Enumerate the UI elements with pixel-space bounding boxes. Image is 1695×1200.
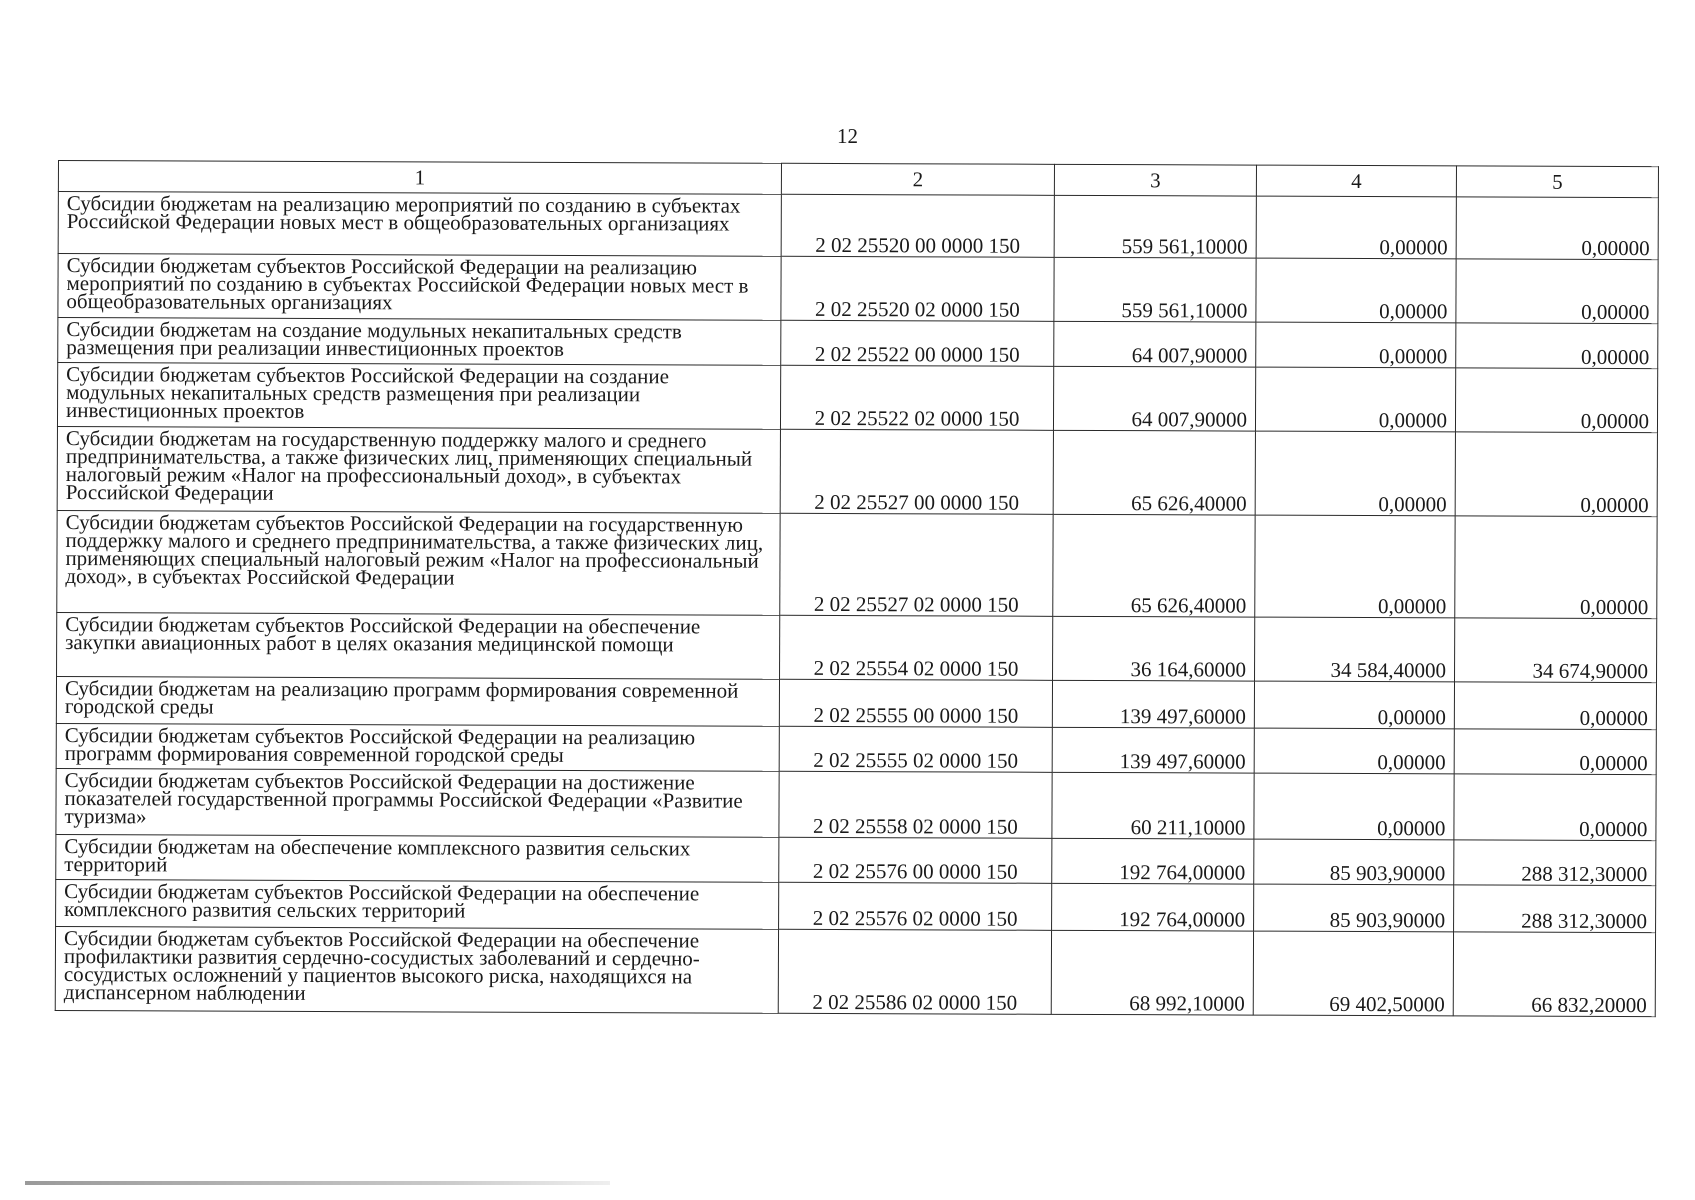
column-header-1: 1 bbox=[58, 161, 781, 195]
row-value-5: 34 674,90000 bbox=[1455, 618, 1657, 683]
row-budget-code: 2 02 25576 00 0000 150 bbox=[779, 837, 1052, 883]
row-value-4: 85 903,90000 bbox=[1254, 884, 1454, 932]
row-description: Субсидии бюджетам на государственную поддержку малого и среднего предпринимательства, а также физических лиц, применяющих специальный налоговый режим «Налог на профессиональный доход», в субъектах Российской Федерации bbox=[57, 426, 780, 513]
table-row bbox=[56, 723, 1656, 774]
row-description: Субсидии бюджетам субъектов Российской Федерации на реализацию мероприятий по созданию в субъектах Российской Федерации новых мест в общеобразовательных организациях bbox=[58, 254, 781, 321]
row-value-3: 192 764,00000 bbox=[1052, 838, 1254, 884]
row-value-3: 36 164,60000 bbox=[1053, 616, 1255, 681]
row-value-5: 0,00000 bbox=[1455, 432, 1657, 517]
row-description: Субсидии бюджетам на реализацию программ формирования современной городской среды bbox=[56, 676, 779, 726]
budget-table bbox=[55, 160, 1659, 1017]
table-row bbox=[57, 363, 1657, 433]
row-description: Субсидии бюджетам субъектов Российской Федерации на обеспечение комплексного развития сельских территорий bbox=[56, 879, 779, 929]
row-value-5: 0,00000 bbox=[1454, 682, 1656, 730]
row-value-3: 64 007,90000 bbox=[1054, 321, 1256, 367]
row-value-5: 0,00000 bbox=[1454, 774, 1656, 841]
row-value-4: 0,00000 bbox=[1255, 431, 1455, 516]
row-value-4: 0,00000 bbox=[1255, 515, 1455, 618]
row-value-3: 559 561,10000 bbox=[1054, 195, 1256, 258]
page-number: 12 bbox=[837, 124, 858, 148]
budget-table-container bbox=[55, 160, 1659, 1017]
row-value-4: 0,00000 bbox=[1255, 367, 1455, 432]
row-description: Субсидии бюджетам на реализацию мероприятий по созданию в субъектах Российской Федерации новых мест в общеобразовательных организациях bbox=[58, 192, 781, 257]
row-value-4: 0,00000 bbox=[1256, 196, 1456, 259]
row-budget-code: 2 02 25554 02 0000 150 bbox=[780, 615, 1053, 680]
row-value-5: 0,00000 bbox=[1455, 368, 1657, 433]
row-value-5: 0,00000 bbox=[1456, 323, 1658, 369]
table-row bbox=[57, 612, 1657, 682]
table-row bbox=[56, 768, 1656, 840]
row-value-3: 68 992,10000 bbox=[1051, 930, 1253, 1015]
row-value-5: 0,00000 bbox=[1456, 197, 1658, 260]
row-budget-code: 2 02 25522 00 0000 150 bbox=[781, 320, 1054, 366]
row-budget-code: 2 02 25527 02 0000 150 bbox=[780, 513, 1053, 616]
table-row bbox=[56, 676, 1656, 729]
table-row bbox=[57, 426, 1657, 516]
row-budget-code: 2 02 25576 02 0000 150 bbox=[779, 882, 1052, 930]
row-value-5: 288 312,30000 bbox=[1454, 885, 1656, 933]
row-description: Субсидии бюджетам субъектов Российской Федерации на обеспечение профилактики развития сердечно-сосудистых заболеваний и сердечно-сосудистых осложнений у пациентов высокого риска, находящихся на диспансерном наблюдении bbox=[55, 926, 778, 1013]
row-value-5: 288 312,30000 bbox=[1454, 840, 1656, 886]
scan-edge-mark bbox=[25, 1181, 610, 1185]
table-row bbox=[55, 926, 1655, 1016]
row-budget-code: 2 02 25520 00 0000 150 bbox=[781, 194, 1054, 257]
row-value-3: 65 626,40000 bbox=[1053, 514, 1255, 617]
row-description: Субсидии бюджетам субъектов Российской Федерации на достижение показателей государственной программы Российской Федерации «Развитие туризма» bbox=[56, 768, 779, 837]
row-value-3: 65 626,40000 bbox=[1053, 430, 1255, 515]
row-budget-code: 2 02 25558 02 0000 150 bbox=[779, 771, 1052, 838]
row-value-4: 34 584,40000 bbox=[1255, 617, 1455, 682]
column-header-4: 4 bbox=[1256, 165, 1456, 197]
row-value-4: 85 903,90000 bbox=[1254, 839, 1454, 885]
row-description: Субсидии бюджетам субъектов Российской Федерации на реализацию программ формирования современной городской среды bbox=[56, 723, 779, 771]
row-value-4: 0,00000 bbox=[1256, 258, 1456, 323]
table-row bbox=[58, 192, 1658, 260]
row-budget-code: 2 02 25520 02 0000 150 bbox=[781, 256, 1054, 321]
row-value-4: 0,00000 bbox=[1256, 322, 1456, 368]
row-value-4: 69 402,50000 bbox=[1253, 931, 1453, 1016]
column-header-5: 5 bbox=[1456, 166, 1658, 198]
table-row bbox=[58, 254, 1658, 324]
row-description: Субсидии бюджетам субъектов Российской Федерации на создание модульных некапитальных средств размещения при реализации инвестиционных проектов bbox=[57, 363, 780, 430]
row-budget-code: 2 02 25527 00 0000 150 bbox=[780, 429, 1053, 514]
table-row bbox=[56, 834, 1656, 885]
table-row bbox=[58, 318, 1658, 369]
row-budget-code: 2 02 25555 00 0000 150 bbox=[779, 679, 1052, 727]
row-budget-code: 2 02 25522 02 0000 150 bbox=[780, 365, 1053, 430]
row-value-4: 0,00000 bbox=[1254, 728, 1454, 774]
row-value-4: 0,00000 bbox=[1254, 773, 1454, 840]
row-budget-code: 2 02 25555 02 0000 150 bbox=[779, 726, 1052, 772]
row-value-3: 60 211,10000 bbox=[1052, 772, 1254, 839]
row-value-3: 139 497,60000 bbox=[1052, 680, 1254, 728]
row-value-5: 66 832,20000 bbox=[1453, 932, 1655, 1017]
row-value-5: 0,00000 bbox=[1456, 259, 1658, 324]
column-header-3: 3 bbox=[1054, 164, 1256, 196]
row-value-4: 0,00000 bbox=[1254, 681, 1454, 729]
row-description: Субсидии бюджетам субъектов Российской Федерации на обеспечение закупки авиационных работ в целях оказания медицинской помощи bbox=[57, 612, 780, 679]
row-value-3: 192 764,00000 bbox=[1052, 883, 1254, 931]
table-body bbox=[55, 192, 1658, 1017]
row-description: Субсидии бюджетам на создание модульных некапитальных средств размещения при реализации инвестиционных проектов bbox=[58, 318, 781, 366]
table-row bbox=[57, 510, 1657, 618]
row-description: Субсидии бюджетам субъектов Российской Федерации на государственную поддержку малого и среднего предпринимательства, а также физических лиц, применяющих специальный налоговый режим «Налог на профессиональный доход», в субъектах Российской Федерации bbox=[57, 510, 780, 615]
row-value-3: 559 561,10000 bbox=[1054, 257, 1256, 322]
row-value-5: 0,00000 bbox=[1454, 729, 1656, 775]
row-value-3: 64 007,90000 bbox=[1053, 366, 1255, 431]
row-value-5: 0,00000 bbox=[1455, 516, 1657, 619]
row-budget-code: 2 02 25586 02 0000 150 bbox=[778, 929, 1051, 1014]
row-description: Субсидии бюджетам на обеспечение комплексного развития сельских территорий bbox=[56, 834, 779, 882]
table-row bbox=[56, 879, 1656, 932]
row-value-3: 139 497,60000 bbox=[1052, 727, 1254, 773]
column-header-2: 2 bbox=[781, 163, 1054, 195]
